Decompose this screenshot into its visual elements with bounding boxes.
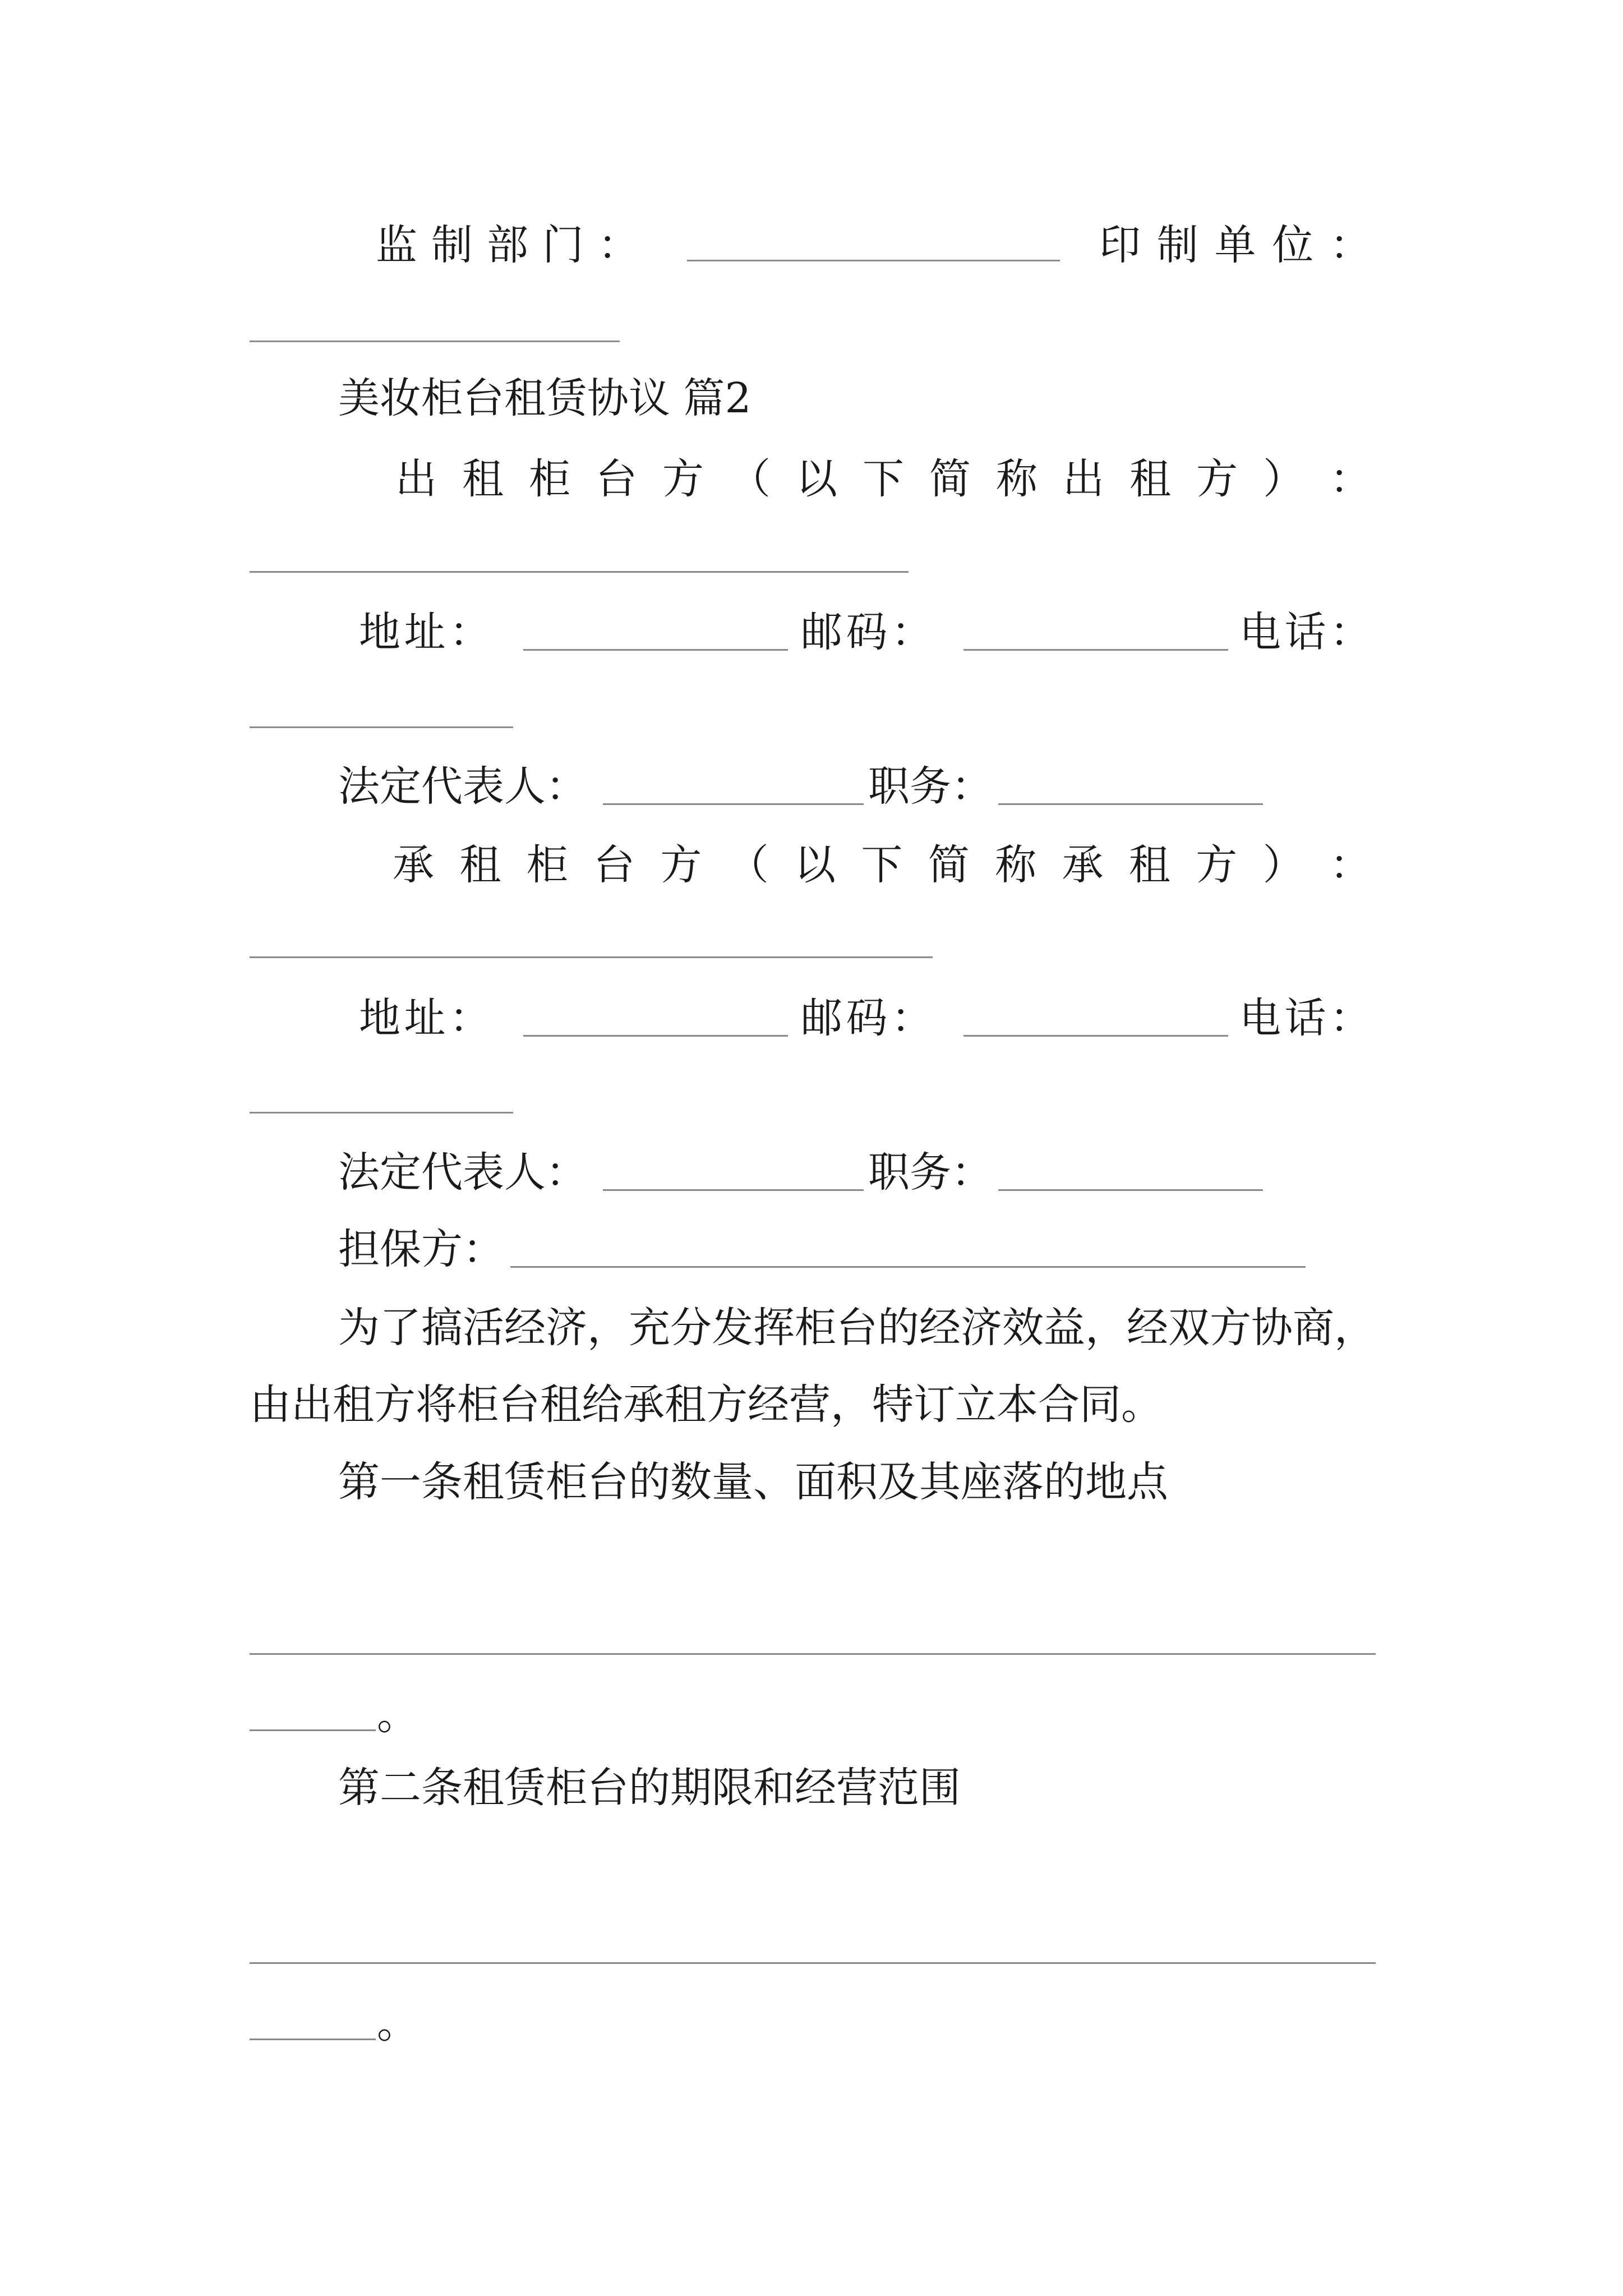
section-title: 美妆柜台租赁协议 篇2: [338, 374, 751, 422]
lessee-position-blank: [998, 1189, 1263, 1191]
article-2-heading: 第二条租赁柜台的期限和经营范围: [338, 1764, 961, 1812]
lessor-postcode-label: 邮 码 ：: [801, 608, 933, 656]
lessor-position-label: 职务：: [868, 762, 993, 811]
lessee-postcode-label: 邮 码 ：: [801, 994, 933, 1042]
lessor-phone-blank: [250, 726, 513, 728]
intro-line-2: 由出租方将柜台租给承租方经营，特订立本合同。: [250, 1381, 1163, 1429]
lessee-heading: 承 租 柜 台 方 （ 以 下 简 称 承 租 方 ） ：: [393, 841, 1371, 889]
article-2-period: 。: [377, 1999, 418, 2047]
lessor-position-blank: [998, 803, 1263, 805]
printer-blank: [250, 341, 620, 342]
article-1-period: 。: [377, 1691, 418, 1739]
printer-label: 印 制 单 位 ：: [1099, 221, 1371, 269]
article-1-heading: 第一条租赁柜台的数量、面积及其座落的地点: [338, 1458, 1168, 1506]
lessee-name-blank: [250, 956, 933, 958]
lessor-address-blank: [523, 649, 788, 651]
lessor-rep-blank: [603, 803, 864, 805]
lessee-address-label: 地 址 ：: [359, 994, 491, 1042]
lessee-postcode-blank: [963, 1035, 1228, 1037]
article-2-blank-line: [250, 1962, 1376, 1964]
lessee-address-blank: [523, 1035, 788, 1037]
lessor-rep-label: 法定代表人：: [338, 762, 587, 811]
intro-line-1: 为了搞活经济，充分发挥柜台的经济效益，经双方协商，: [338, 1304, 1376, 1352]
article-1-blank-end: [250, 1729, 376, 1731]
lessor-phone-label: 电 话 ：: [1239, 608, 1371, 656]
article-1-blank-line: [250, 1653, 1376, 1655]
article-2-blank-end: [250, 2039, 376, 2040]
lessor-name-blank: [250, 571, 909, 573]
lessee-phone-blank: [250, 1112, 513, 1114]
lessee-rep-label: 法定代表人：: [338, 1148, 587, 1197]
supervisor-label: 监 制 部 门 ：: [376, 221, 639, 269]
lessee-position-label: 职务：: [868, 1148, 993, 1197]
supervisor-blank: [687, 260, 1060, 261]
lessor-postcode-blank: [963, 649, 1228, 651]
guarantor-label: 担保方：: [338, 1225, 504, 1273]
guarantor-blank: [510, 1266, 1306, 1268]
lessee-rep-blank: [603, 1189, 864, 1191]
lessor-heading: 出 租 柜 台 方 （ 以 下 简 称 出 租 方 ） ：: [395, 455, 1371, 503]
lessee-phone-label: 电 话 ：: [1239, 994, 1371, 1042]
lessor-address-label: 地 址 ：: [359, 608, 491, 656]
